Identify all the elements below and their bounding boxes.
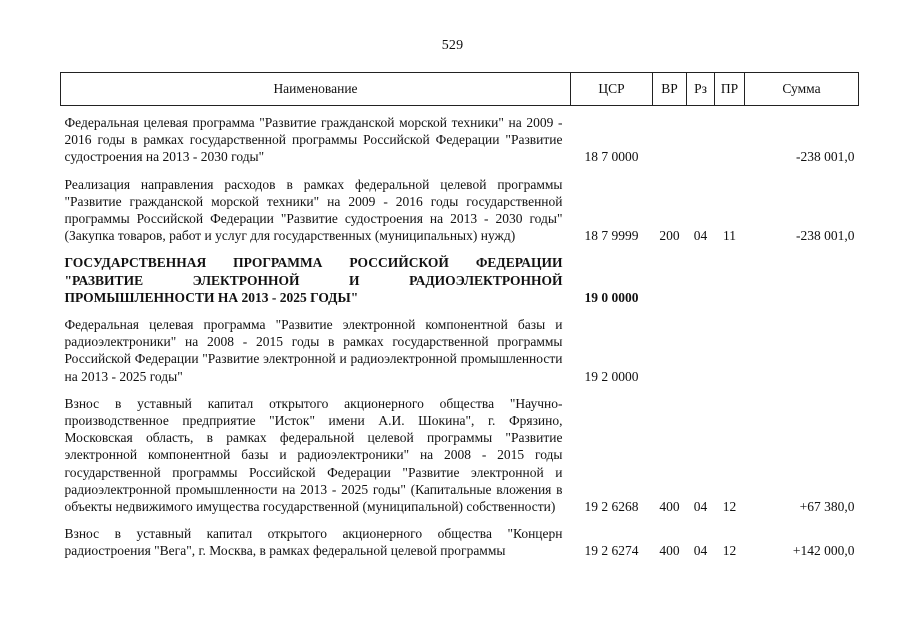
row-rz: 04 xyxy=(693,499,708,515)
row-pr: 11 xyxy=(723,228,736,244)
row-csr: 18 7 0000 xyxy=(584,149,639,165)
row-csr: 19 2 6268 xyxy=(584,499,639,515)
row-sum xyxy=(745,316,859,387)
row-pr xyxy=(715,254,745,308)
row-vr xyxy=(653,316,687,387)
header-sum: Сумма xyxy=(745,73,859,106)
row-vr xyxy=(653,114,687,168)
row-name: Федеральная целевая программа "Развитие гражданской морской техники" на 2009 - 2016 годы в рамках государственной программы Российской Федерации "Развитие судостроения на 2013 - 2030 годы" xyxy=(64,115,563,165)
row-sum: +142 000,0 xyxy=(792,543,855,559)
table-row xyxy=(61,114,859,168)
row-rz xyxy=(687,114,715,168)
row-pr: 12 xyxy=(722,499,737,515)
row-csr: 19 2 0000 xyxy=(584,368,639,384)
table-row xyxy=(61,176,859,247)
row-csr: 19 0 0000 xyxy=(584,289,639,305)
row-name: Взнос в уставный капитал открытого акционерного общества "Научно-производственное предприятие "Исток" имени А.И. Шокина", г. Фрязино, Московская область, в рамках федеральной целевой программы "Развитие электронной компонентной базы и радиоэлектроники" на 2008 - 2015 годы государственной программы Российской Федерации "Развитие электронной и радиоэлектронной промышленности на 2013 - 2025 годы" (Капитальные вложения в объекты недвижимого имущества государственной (муниципальной) собственности) xyxy=(64,395,563,515)
table-row xyxy=(61,525,859,561)
row-rz xyxy=(687,316,715,387)
row-rz: 04 xyxy=(693,543,708,559)
table-header-row xyxy=(61,73,859,106)
row-csr: 18 7 9999 xyxy=(584,228,639,244)
header-csr: ЦСР xyxy=(571,73,653,106)
row-vr: 200 xyxy=(659,228,680,244)
row-csr: 19 2 6274 xyxy=(584,543,639,559)
table-row xyxy=(61,254,859,308)
row-pr: 12 xyxy=(722,543,737,559)
header-vr: ВР xyxy=(653,73,687,106)
row-sum: -238 001,0 xyxy=(796,149,855,165)
row-rz: 04 xyxy=(693,228,708,244)
row-sum xyxy=(745,254,859,308)
row-name: Взнос в уставный капитал открытого акционерного общества "Концерн радиостроения "Вега", г. Москва, в рамках федеральной целевой программы xyxy=(64,526,563,559)
table-row xyxy=(61,316,859,387)
row-vr xyxy=(653,254,687,308)
row-name: ГОСУДАРСТВЕННАЯ ПРОГРАММА РОССИЙСКОЙ ФЕДЕРАЦИИ "РАЗВИТИЕ ЭЛЕКТРОННОЙ И РАДИОЭЛЕКТРОННОЙ ПРОМЫШЛЕННОСТИ НА 2013 - 2025 ГОДЫ" xyxy=(64,255,563,305)
row-pr xyxy=(715,316,745,387)
row-sum: -238 001,0 xyxy=(796,228,855,244)
row-vr: 400 xyxy=(659,543,680,559)
header-name: Наименование xyxy=(61,73,571,106)
page-number: 529 xyxy=(441,38,464,53)
row-rz xyxy=(687,254,715,308)
header-pr: ПР xyxy=(715,73,745,106)
budget-table xyxy=(60,72,859,562)
row-sum: +67 380,0 xyxy=(799,499,855,515)
row-vr: 400 xyxy=(659,499,680,515)
header-rz: Рз xyxy=(687,73,715,106)
row-name: Реализация направления расходов в рамках федеральной целевой программы "Развитие гражданской морской техники" на 2009 - 2016 годы государственной программы Российской Федерации "Развитие судостроения на 2013 - 2030 годы" (Закупка товаров, работ и услуг для государственных (муниципальных) нужд) xyxy=(64,176,563,244)
row-pr xyxy=(715,114,745,168)
row-name: Федеральная целевая программа "Развитие электронной компонентной базы и радиоэлектроники" на 2008 - 2015 годы в рамках государственной программы Российской Федерации "Развитие электронной и радиоэлектронной промышленности на 2013 - 2025 годы" xyxy=(64,317,563,384)
table-row xyxy=(61,395,859,517)
